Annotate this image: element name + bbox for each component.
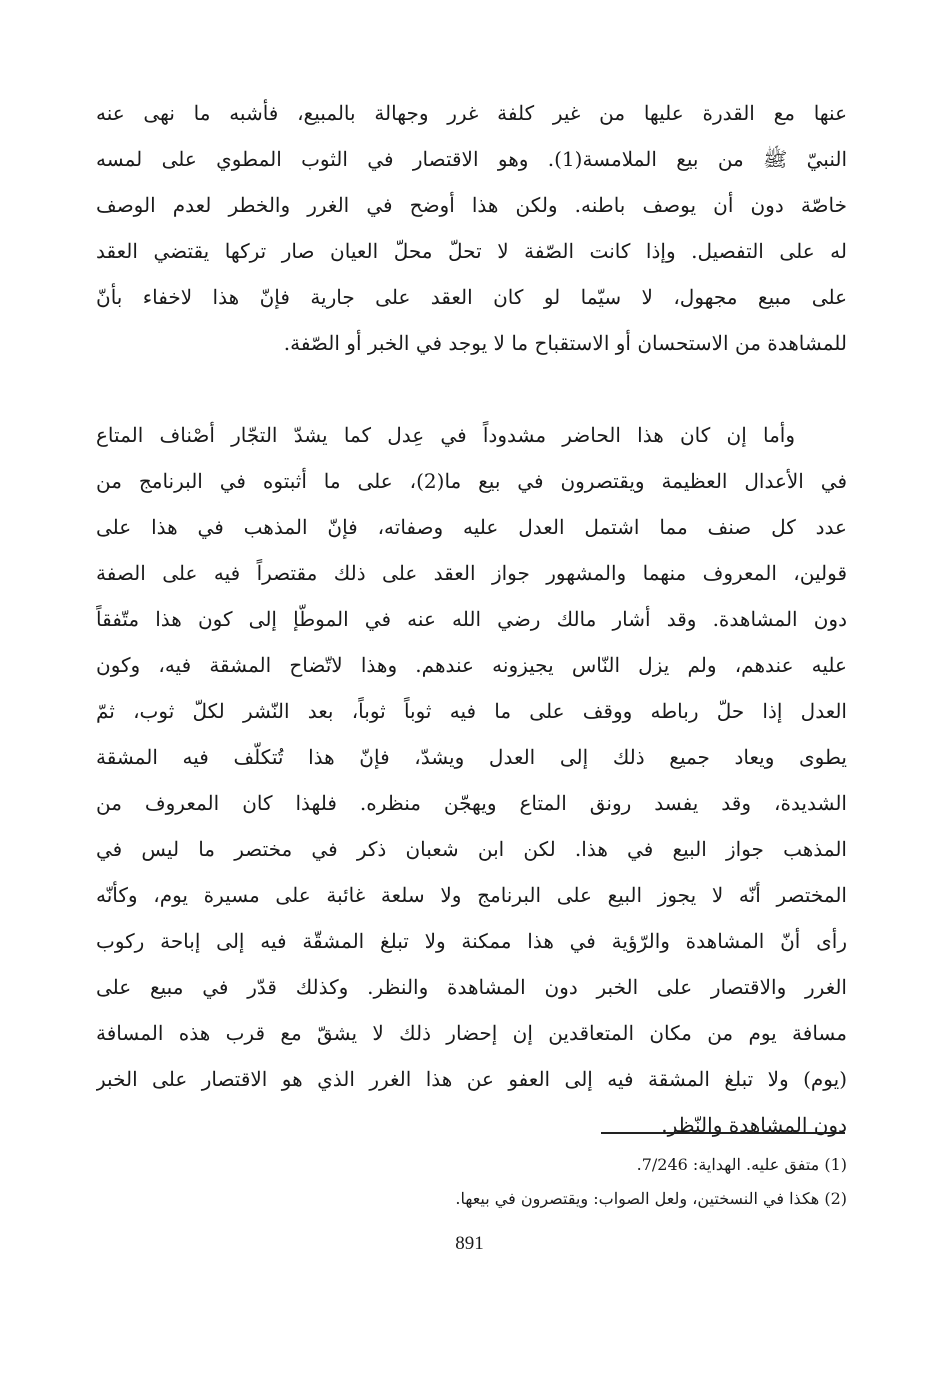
footnote-divider [601, 1132, 845, 1134]
footnote-1: (1) متفق عليه. الهداية: 7/246. [636, 1155, 847, 1174]
text-line: على مبيع مجهول، لا سيّما لو كان العقد على جارية فإنّ هذا لاخفاء بأنّ [96, 285, 847, 309]
text-line: للمشاهدة من الاستحسان أو الاستقباح ما لا يوجد في الخبر أو الصّفة. [283, 331, 847, 355]
text-line: دون المشاهدة. وقد أشار مالك رضي الله عنه في الموطّإ إلى كون هذا متّفقاً [96, 607, 847, 631]
footnote-2: (2) هكذا في النسختين، ولعل الصواب: ويقتصرون في بيعها. [455, 1189, 847, 1208]
text-line: (يوم) ولا تبلغ المشقة فيه إلى العفو عن هذا الغرر الذي هو الاقتصار على الخبر [96, 1067, 847, 1091]
text-line: في الأعدال العظيمة ويقتصرون في بيع ما(2)، على ما أثبتوه في البرنامج من [96, 469, 847, 493]
text-line: له على التفصيل. وإذا كانت الصّفة لا تحلّ محلّ العيان صار تركها يقتضي العقد [96, 239, 847, 263]
paragraph-1 [96, 90, 847, 366]
text-line: النبيّ ﷺ من بيع الملامسة(1). وهو الاقتصار في الثوب المطوي على لمسه [96, 147, 847, 171]
text-line: المختصر أنّه لا يجوز البيع على البرنامج ولا سلعة غائبة على مسيرة يوم، وكأنّه [96, 883, 847, 907]
text-line: الغرر والاقتصار على الخبر دون المشاهدة والنظر. وكذلك قدّر في مبيع على [96, 975, 847, 999]
footnotes [96, 1148, 847, 1216]
text-line: العدل إذا حلّ رباطه ووقف على ما فيه ثوباً ثوباً، بعد النّشر لكلّ ثوب، ثمّ [96, 699, 847, 723]
text-line: عدد كل صنف مما اشتمل العدل عليه وصفاته، فإنّ المذهب في هذا على [96, 515, 847, 539]
text-line: قولين، المعروف منهما والمشهور جواز العقد على ذلك مقتصراً فيه على الصفة [96, 561, 847, 585]
text-line: المذهب جواز البيع في هذا. لكن ابن شعبان ذكر في مختصر ما ليس في [96, 837, 847, 861]
page-number: 891 [455, 1233, 484, 1254]
text-line: يطوى ويعاد جميع ذلك إلى العدل ويشدّ، فإنّ هذا تُتكلّف فيه المشقة [96, 745, 847, 769]
text-line: عليه عندهم، ولم يزل النّاس يجيزونه عندهم. وهذا لاتّضاح المشقة فيه، وكون [96, 653, 847, 677]
text-line: دون المشاهدة والنّظر. [661, 1113, 847, 1137]
text-line: وأما إن كان هذا الحاضر مشدوداً في عِدل كما يشدّ التجّار أصْناف المتاع [96, 423, 795, 447]
text-line: خاصّة دون أن يوصف باطنه. ولكن هذا أوضح في الغرر والخطر لعدم الوصف [96, 193, 847, 217]
paragraph-2 [96, 412, 847, 1148]
text-line: الشديدة، وقد يفسد رونق المتاع ويهجّن منظره. فلهذا كان المعروف من [96, 791, 847, 815]
text-line: رأى أنّ المشاهدة والرّؤية في هذا ممكنة ولا تبلغ المشقّة فيه إلى إباحة ركوب [96, 929, 847, 953]
text-line: مسافة يوم من مكان المتعاقدين إن إحضار ذلك لا يشقّ مع قرب هذه المسافة [96, 1021, 847, 1045]
text-line: عنها مع القدرة عليها من غير كلفة غرر وجهالة بالمبيع، فأشبه ما نهى عنه [96, 101, 847, 125]
